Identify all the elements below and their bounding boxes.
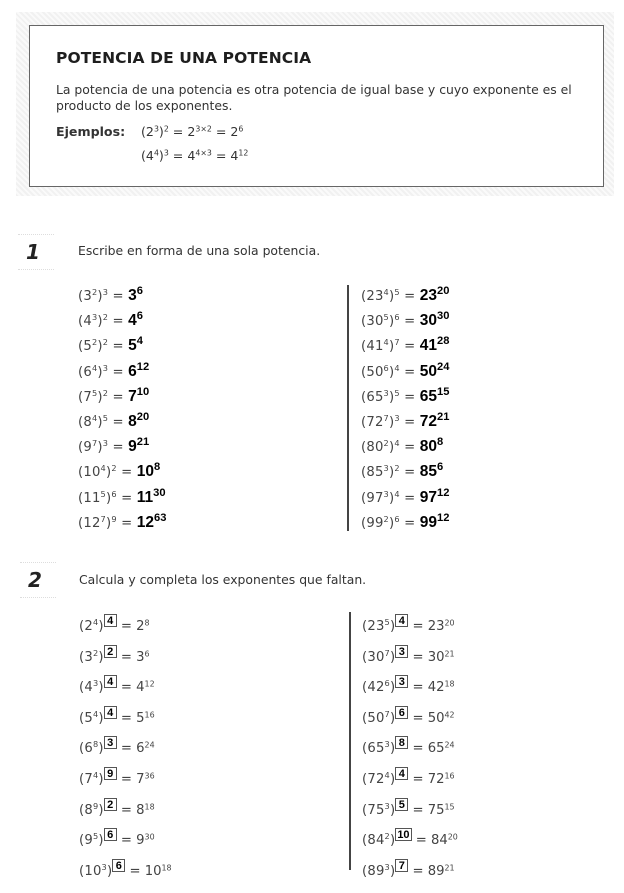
theory-definition: La potencia de una potencia es otra potencia de igual base y cuyo exponente es el producto de los exponentes. xyxy=(56,82,572,113)
handwritten-answer: $80^8$ xyxy=(419,436,444,456)
result: = $8^{18}$ xyxy=(116,801,155,818)
result: = $23^{20}$ xyxy=(408,618,455,635)
handwritten-answer: $10^8$ xyxy=(136,461,161,481)
exercise-2-number: 2 xyxy=(28,568,42,592)
expression: $(5^2)^2$ = xyxy=(78,337,129,355)
handwritten-answer: $41^{28}$ xyxy=(419,335,450,355)
result: = $10^{18}$ xyxy=(125,863,172,879)
expression: $(65^3)^5$ = xyxy=(361,387,420,405)
expression: $(3^2)^3$ = xyxy=(78,287,129,304)
result: = $9^{30}$ xyxy=(116,832,155,849)
exercise-2-item xyxy=(79,706,155,726)
handwritten-answer: $9^{21}$ xyxy=(128,436,150,456)
result: = $7^{36}$ xyxy=(116,771,155,788)
exponent-answer-box[interactable]: 2 xyxy=(104,798,117,811)
result: = $2^8$ xyxy=(116,618,150,635)
exponent-answer-box[interactable]: 8 xyxy=(395,736,408,749)
exponent-answer-box[interactable]: 7 xyxy=(395,859,408,872)
expression: $(7^5)^2$ = xyxy=(78,387,129,405)
exercise-2-item xyxy=(362,706,455,726)
result: = $65^{24}$ xyxy=(408,740,455,757)
handwritten-answer: $99^{12}$ xyxy=(419,511,450,531)
exercise-1-item xyxy=(361,337,449,355)
handwritten-answer: $72^{21}$ xyxy=(419,410,450,430)
expression: $(2^4)$ xyxy=(79,617,104,635)
handwritten-answer: $7^{10}$ xyxy=(128,385,150,405)
expression: $(80^2)^4$ = xyxy=(361,438,420,456)
theory-box xyxy=(29,25,604,187)
exercise-2-item xyxy=(362,645,455,665)
result: = $5^{16}$ xyxy=(116,710,155,726)
exercise-1-item xyxy=(78,410,150,431)
exercise-2-item xyxy=(79,767,155,787)
expression: $(30^5)^6$ = xyxy=(361,312,420,330)
result: = $75^{15}$ xyxy=(408,801,455,818)
exponent-answer-box[interactable]: 5 xyxy=(395,798,408,811)
column-divider xyxy=(347,285,349,531)
expression: $(10^4)^2$ = xyxy=(78,463,137,481)
exercise-1-item xyxy=(361,284,450,305)
exercise-1-item xyxy=(361,438,443,456)
expression: $(72^4)$ xyxy=(362,770,396,788)
expression: $(10^3)$ xyxy=(79,861,113,879)
expression: $(23^5)$ xyxy=(362,617,396,635)
expression: $(42^6)$ xyxy=(362,678,396,696)
handwritten-answer: $65^{15}$ xyxy=(419,385,450,405)
exercise-1-item xyxy=(78,438,149,456)
exercise-1-item xyxy=(78,312,143,330)
exercise-1-item xyxy=(78,463,160,481)
exponent-answer-box[interactable]: 10 xyxy=(397,829,410,842)
exercise-1-item xyxy=(361,486,450,507)
exercise-1-instruction: Escribe en forma de una sola potencia. xyxy=(78,243,321,258)
exercise-2-instruction: Calcula y completa los exponentes que faltan. xyxy=(79,572,367,587)
example-1: $(2^3)^2 = 2^{3\times 2} = 2^6$ xyxy=(141,124,244,139)
expression: $(8^4)^5$ = xyxy=(78,413,129,430)
expression: $(85^3)^2$ = xyxy=(361,463,420,481)
expression: $(4^3)^2$ = xyxy=(78,312,129,330)
expression: $(9^5)$ xyxy=(79,831,104,849)
expression: $(50^6)^4$ = xyxy=(361,362,420,380)
handwritten-answer: $11^{30}$ xyxy=(136,486,166,506)
result: = $42^{18}$ xyxy=(408,679,455,696)
exercise-2-item xyxy=(79,614,150,634)
expression: $(4^3)$ xyxy=(79,678,104,696)
exercise-1-item xyxy=(78,486,166,507)
expression: $(65^3)$ xyxy=(362,739,396,757)
exercise-2-item xyxy=(362,736,455,756)
handwritten-answer: $3^6$ xyxy=(128,284,144,304)
result: = $6^{24}$ xyxy=(116,740,155,757)
exercise-2-item xyxy=(79,645,150,665)
expression: $(7^4)$ xyxy=(79,770,104,788)
exponent-answer-box[interactable]: 6 xyxy=(104,828,117,841)
exercise-1-item xyxy=(361,410,450,431)
result: = $4^{12}$ xyxy=(116,679,155,696)
expression: $(30^7)$ xyxy=(362,647,396,665)
expression: $(6^8)$ xyxy=(79,739,104,757)
exercise-1-item xyxy=(78,385,150,406)
handwritten-answer: $30^{30}$ xyxy=(419,310,450,330)
handwritten-answer: $6^{12}$ xyxy=(128,360,150,380)
expression: $(23^4)^5$ = xyxy=(361,287,420,304)
exponent-answer-box[interactable]: 4 xyxy=(104,675,117,688)
result: = $3^6$ xyxy=(116,648,150,665)
exercise-1-item xyxy=(361,385,450,406)
exercise-2-item xyxy=(79,798,155,818)
exercise-1-item xyxy=(361,360,450,381)
expression: $(72^7)^3$ = xyxy=(361,413,420,430)
exponent-answer-box[interactable]: 3 xyxy=(104,736,117,749)
expression: $(9^7)^3$ = xyxy=(78,438,129,456)
result: = $89^{21}$ xyxy=(408,863,455,879)
handwritten-answer: $97^{12}$ xyxy=(419,486,450,506)
theory-title: POTENCIA DE UNA POTENCIA xyxy=(56,49,312,67)
result: = $72^{16}$ xyxy=(408,771,455,788)
expression: $(89^3)$ xyxy=(362,861,396,879)
exercise-2-item xyxy=(79,859,172,879)
handwritten-answer: $5^4$ xyxy=(128,335,144,355)
exercise-1-item xyxy=(78,337,143,355)
exercise-1-item xyxy=(78,360,150,381)
exponent-answer-box[interactable]: 2 xyxy=(104,645,117,658)
examples-label: Ejemplos: xyxy=(56,124,126,139)
exercise-1-item xyxy=(78,511,167,532)
exercise-2-item xyxy=(79,736,155,756)
exercise-2-item xyxy=(79,828,155,848)
expression: $(50^7)$ xyxy=(362,708,396,726)
expression: $(12^7)^9$ = xyxy=(78,513,137,531)
expression: $(11^5)^6$ = xyxy=(78,488,137,506)
example-2: $(4^4)^3 = 4^{4\times 3} = 4^{12}$ xyxy=(141,148,249,163)
handwritten-answer: $8^{20}$ xyxy=(128,410,150,430)
exercise-1-item xyxy=(78,284,144,305)
handwritten-answer: $50^{24}$ xyxy=(419,360,450,380)
result: = $84^{20}$ xyxy=(411,832,458,849)
exercise-1-item xyxy=(361,312,449,330)
column-divider xyxy=(349,612,351,870)
exercise-2-item xyxy=(362,828,458,848)
exercise-2-item xyxy=(79,675,155,695)
exponent-answer-box[interactable]: 4 xyxy=(395,614,408,627)
expression: $(8^9)$ xyxy=(79,800,104,818)
exercise-1-number: 1 xyxy=(26,240,40,264)
exercise-1-item xyxy=(361,463,443,481)
expression: $(5^4)$ xyxy=(79,708,104,726)
exponent-answer-box[interactable]: 6 xyxy=(395,706,408,719)
expression: $(97^3)^4$ = xyxy=(361,488,420,506)
exercise-2-item xyxy=(362,675,455,695)
handwritten-answer: $85^6$ xyxy=(419,461,444,481)
expression: $(84^2)$ xyxy=(362,831,396,849)
handwritten-answer: $12^{63}$ xyxy=(136,511,167,531)
exercise-2-item xyxy=(362,767,455,787)
exponent-answer-box[interactable]: 6 xyxy=(112,859,125,872)
exercise-2-item xyxy=(362,859,455,879)
exercise-1-item xyxy=(361,511,450,532)
expression: $(41^4)^7$ = xyxy=(361,337,420,355)
exercise-2-item xyxy=(362,614,455,634)
expression: $(6^4)^3$ = xyxy=(78,362,129,380)
exponent-answer-box[interactable]: 9 xyxy=(104,767,117,780)
exponent-answer-box[interactable]: 4 xyxy=(104,614,117,627)
exercise-2-item xyxy=(362,798,455,818)
handwritten-answer: $23^{20}$ xyxy=(419,284,450,304)
exponent-answer-box[interactable]: 3 xyxy=(395,645,408,658)
result: = $30^{21}$ xyxy=(408,648,455,665)
expression: $(3^2)$ xyxy=(79,647,104,665)
expression: $(99^2)^6$ = xyxy=(361,513,420,531)
result: = $50^{42}$ xyxy=(408,710,455,726)
exponent-answer-box[interactable]: 4 xyxy=(395,767,408,780)
expression: $(75^3)$ xyxy=(362,800,396,818)
handwritten-answer: $4^6$ xyxy=(128,310,144,330)
exponent-answer-box[interactable]: 3 xyxy=(395,675,408,688)
exponent-answer-box[interactable]: 4 xyxy=(104,706,117,719)
